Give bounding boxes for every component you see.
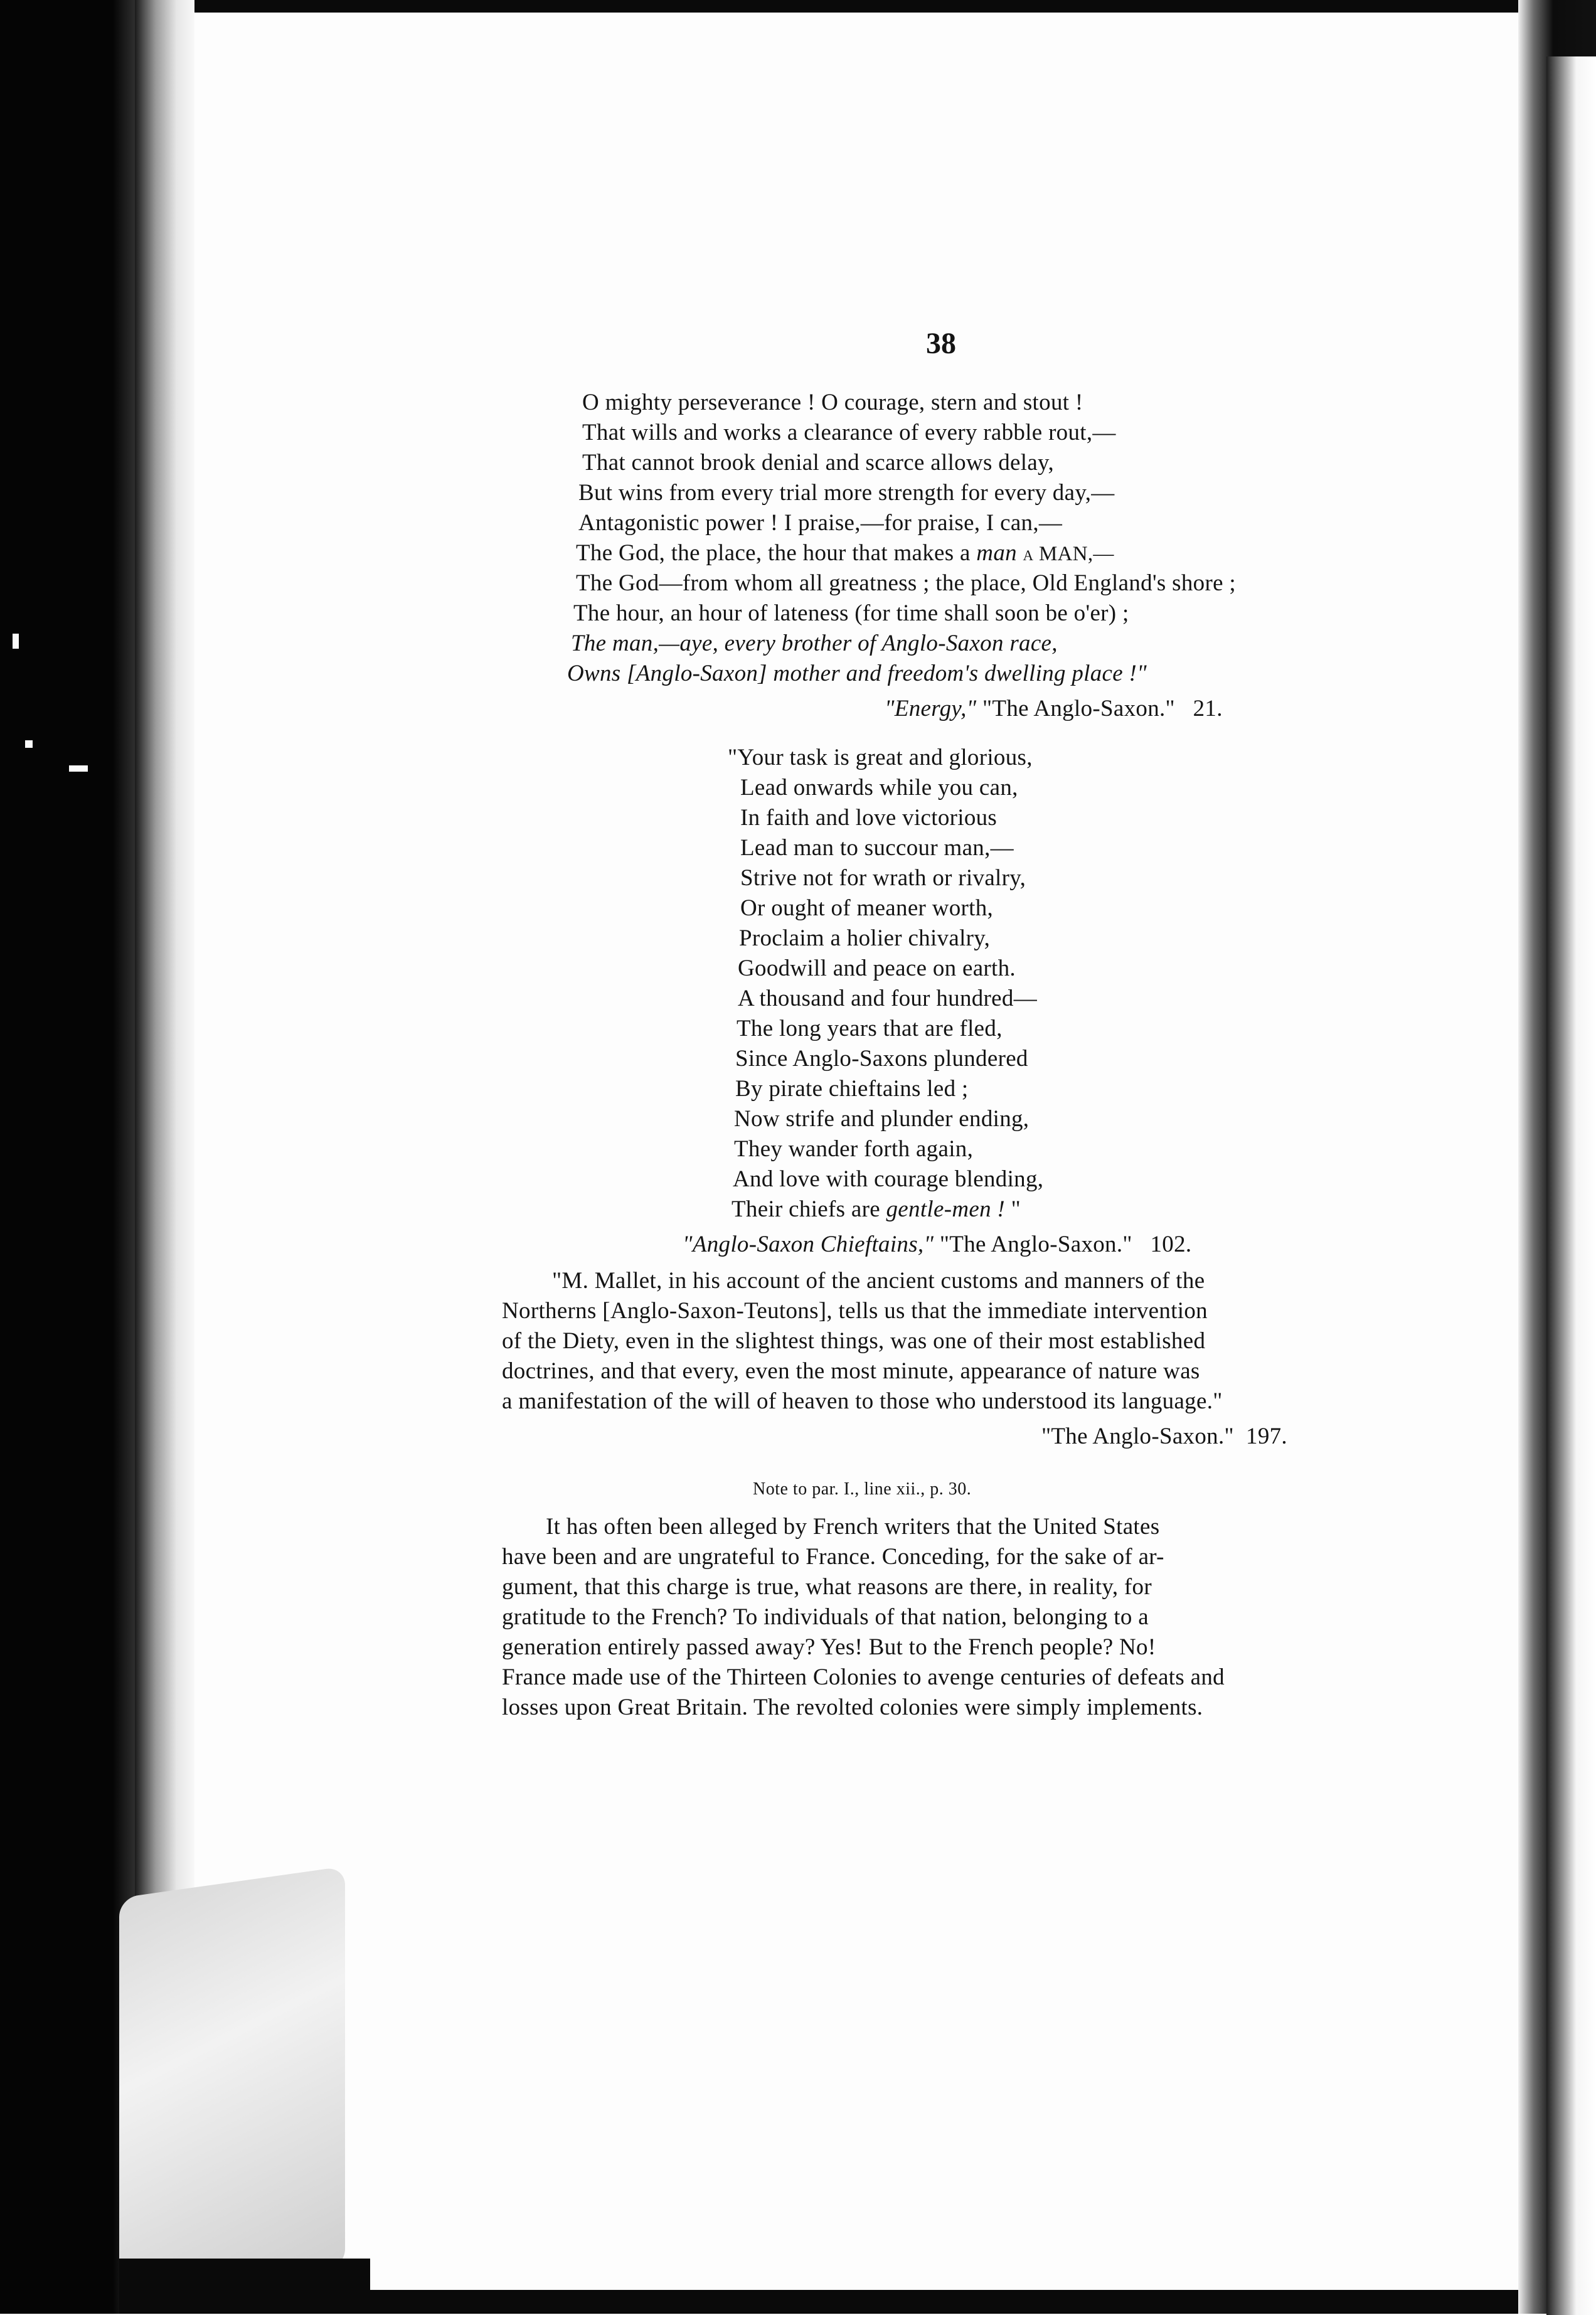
citation [1041, 1423, 1287, 1450]
bottom-scan-border [188, 2289, 1568, 2314]
emphasis-gentlemen: gentle-men ! [886, 1196, 1006, 1222]
poem-line: Owns [Anglo-Saxon] mother and freedom's dwelling place !" [567, 661, 1147, 686]
poem-line: Or ought of meaner worth, [740, 895, 994, 921]
poem-line [576, 540, 1114, 568]
note-line: have been and are ungrateful to France. Conceding, for the sake of ar- [502, 1544, 1164, 1570]
poem-line: By pirate chieftains led ; [735, 1076, 969, 1102]
poem-line: The man,—aye, every brother of Anglo-Saxon race, [571, 631, 1058, 656]
poem-line: "Your task is great and glorious, [728, 745, 1033, 770]
citation-page: 21. [1193, 696, 1223, 721]
poem-line: Since Anglo-Saxons plundered [735, 1046, 1028, 1072]
poem-line: Antagonistic power ! I praise,—for praise, I can,— [578, 510, 1063, 536]
citation-page: 102. [1150, 1232, 1192, 1257]
quote-line: doctrines, and that every, even the most minute, appearance of nature was [502, 1358, 1200, 1384]
note-line: losses upon Great Britain. The revolted colonies were simply implements. [502, 1695, 1203, 1720]
poem-line: Strive not for wrath or rivalry, [740, 865, 1026, 891]
citation-source: "The Anglo-Saxon." [1041, 1424, 1234, 1449]
note-heading: Note to par. I., line xii., p. 30. [753, 1479, 972, 1499]
poem-line: And love with courage blending, [733, 1166, 1044, 1192]
poem-line: A thousand and four hundred— [738, 986, 1037, 1011]
scan-speck [69, 765, 88, 772]
poem-line: Proclaim a holier chivalry, [739, 925, 991, 951]
quote-line: "M. Mallet, in his account of the ancient customs and manners of the [552, 1268, 1205, 1294]
poem-line: That wills and works a clearance of every rabble rout,— [582, 420, 1116, 445]
scan-speck [13, 634, 19, 649]
poem-line: The God—from whom all greatness ; the place, Old England's shore ; [576, 570, 1236, 596]
quote-line: Northerns [Anglo-Saxon-Teutons], tells us that the immediate intervention [502, 1298, 1208, 1324]
poem-line: Lead man to succour man,— [740, 835, 1014, 861]
facing-page-edge [1546, 56, 1596, 2315]
citation-page: 197. [1246, 1424, 1287, 1449]
poem-line: Lead onwards while you can, [740, 775, 1018, 801]
scan-speck [25, 740, 33, 748]
citation-source: "The Anglo-Saxon." [982, 696, 1175, 721]
page-corner-fold [119, 1866, 345, 2300]
poem-line [732, 1196, 1021, 1223]
top-scan-border [188, 0, 1568, 13]
poem-line: O mighty perseverance ! O courage, stern and stout ! [582, 390, 1083, 415]
citation-title: "Energy," [885, 696, 977, 721]
poem-line-text: The God, the place, the hour that makes a [576, 540, 977, 566]
emphasis-man: man [976, 540, 1017, 566]
note-line: gument, that this charge is true, what reasons are there, in reality, for [502, 1574, 1152, 1600]
note-line: generation entirely passed away? Yes! But to the French people? No! [502, 1634, 1156, 1660]
note-line: It has often been alleged by French writers that the United States [546, 1514, 1160, 1540]
page-number: 38 [926, 327, 956, 360]
poem-line: The hour, an hour of lateness (for time shall soon be o'er) ; [573, 600, 1129, 626]
citation-source: "The Anglo-Saxon." [939, 1232, 1132, 1257]
note-line: France made use of the Thirteen Colonies to avenge centuries of defeats and [502, 1664, 1225, 1690]
note-line: gratitude to the French? To individuals of that nation, belonging to a [502, 1604, 1149, 1630]
poem-line: Now strife and plunder ending, [734, 1106, 1029, 1132]
poem-line: But wins from every trial more strength for every day,— [578, 480, 1115, 506]
poem-line: They wander forth again, [734, 1136, 974, 1162]
citation-title: "Anglo-Saxon Chieftains," [683, 1232, 934, 1257]
quote-line: of the Diety, even in the slightest things, was one of their most established [502, 1328, 1206, 1354]
corner-shadow [119, 2259, 370, 2314]
poem-line: Goodwill and peace on earth. [738, 955, 1016, 981]
poem-line: That cannot brook denial and scarce allows delay, [582, 450, 1055, 476]
smallcaps-man: a MAN,— [1023, 543, 1114, 565]
poem-line: The long years that are fled, [737, 1016, 1003, 1041]
quote-line: a manifestation of the will of heaven to those who understood its language." [502, 1388, 1223, 1414]
citation [683, 1231, 1191, 1259]
poem-line: In faith and love victorious [740, 805, 998, 831]
poem-line-text: Their chiefs are [732, 1196, 886, 1222]
citation [885, 695, 1223, 723]
closing-quote: " [1005, 1196, 1021, 1222]
